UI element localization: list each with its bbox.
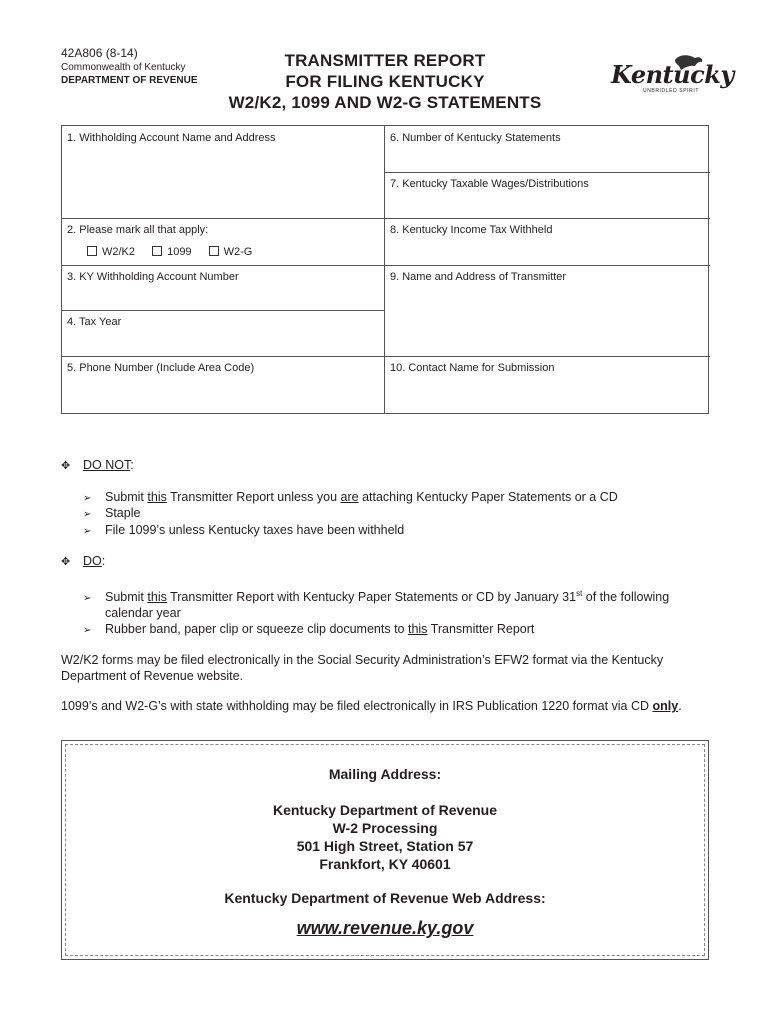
mailing-heading: Mailing Address: [328, 766, 442, 782]
mailing-line: 501 High Street, Station 57 [296, 838, 474, 854]
do-not-heading: ✥ DO NOT: [61, 458, 721, 475]
cd-filing-paragraph: 1099’s and W2-G’s with state withholding may be filed electronically in IRS Publication 1220 format via CD only. [61, 699, 682, 714]
checkbox-w2k2[interactable]: W2/K2 [87, 246, 135, 258]
arrow-bullet-icon: ➢ [83, 624, 92, 636]
field-income-tax-withheld[interactable]: 8. Kentucky Income Tax Withheld [390, 224, 553, 236]
field-tax-year[interactable]: 4. Tax Year [67, 316, 122, 328]
checkbox-w2g[interactable]: W2-G [209, 246, 253, 258]
mailing-line: Kentucky Department of Revenue [272, 802, 498, 818]
list-item: ➢ Rubber band, paper clip or squeeze clip documents to this Transmitter Report [61, 622, 721, 639]
department-label: DEPARTMENT OF REVENUE [61, 75, 198, 86]
form-number: 42A806 (8-14) [61, 46, 138, 60]
web-address-heading: Kentucky Department of Revenue Web Address: [224, 890, 546, 906]
list-item: ➢ Staple [61, 506, 721, 523]
do-heading: ✥ DO: [61, 554, 721, 571]
field-number-of-statements[interactable]: 6. Number of Kentucky Statements [390, 132, 561, 144]
field-phone-number[interactable]: 5. Phone Number (Include Area Code) [67, 362, 255, 374]
mailing-line: W-2 Processing [332, 820, 438, 836]
arrow-bullet-icon: ➢ [83, 509, 92, 520]
form-grid [61, 125, 709, 414]
commonwealth-label: Commonwealth of Kentucky [61, 62, 186, 73]
field-ky-withholding-account-number[interactable]: 3. KY Withholding Account Number [67, 271, 239, 283]
mailing-line: Frankfort, KY 40601 [319, 856, 451, 872]
checkbox-1099[interactable]: 1099 [152, 246, 191, 258]
web-address-link[interactable]: www.revenue.ky.gov [296, 918, 474, 938]
list-item: ➢ Submit this Transmitter Report unless you are attaching Kentucky Paper Statements or a CD [61, 490, 721, 507]
arrow-bullet-icon: ➢ [83, 592, 92, 604]
field-withholding-account-name[interactable]: 1. Withholding Account Name and Address [67, 132, 276, 144]
diamond-bullet-icon: ✥ [61, 556, 71, 568]
arrow-bullet-icon: ➢ [83, 525, 92, 537]
field-contact-name[interactable]: 10. Contact Name for Submission [390, 362, 555, 374]
page-title: TRANSMITTER REPORT FOR FILING KENTUCKY W2/K2, 1099 AND W2-G STATEMENTS [228, 51, 542, 112]
electronic-filing-paragraph: W2/K2 forms may be filed electronically in the Social Security Administration’s EFW2 format via the Kentucky Department of Revenue website. [61, 653, 664, 683]
statement-type-checkboxes [87, 246, 266, 258]
arrow-bullet-icon: ➢ [83, 492, 92, 504]
field-transmitter-name-address[interactable]: 9. Name and Address of Transmitter [390, 271, 567, 283]
instructions: ✥ DO NOT: ➢ Submit this Transmitter Report unless you are attaching Kentucky Paper Statements or a CD ➢ Staple ➢ File 1099’s unless Kentucky taxes have been withheld ✥ DO: ➢ Submit this Transmitter Report with Kentucky Paper Statements or CD by January 31st of the following calendar year ➢ Rubber band, paper clip or squeeze clip documents to this Transmitter Report W2/K2 forms may be filed electronically in the Social Security Administration’s EFW2 format via the Kentucky Department of Revenue website. 1099’s and W2-G’s with state withholding may be filed electronically in IRS Publication 1220 format via CD only. [61, 458, 721, 715]
field-mark-all-label: 2. Please mark all that apply: [67, 224, 209, 236]
list-item: ➢ Submit this Transmitter Report with Kentucky Paper Statements or CD by January 31st of the following [61, 586, 721, 607]
list-item: ➢ File 1099’s unless Kentucky taxes have been withheld [61, 523, 721, 540]
diamond-bullet-icon: ✥ [61, 460, 71, 472]
kentucky-logo: Kentucky UNBRIDLED SPIRIT [605, 52, 715, 98]
field-taxable-wages[interactable]: 7. Kentucky Taxable Wages/Distributions [390, 178, 589, 190]
mailing-address-box [61, 740, 709, 960]
